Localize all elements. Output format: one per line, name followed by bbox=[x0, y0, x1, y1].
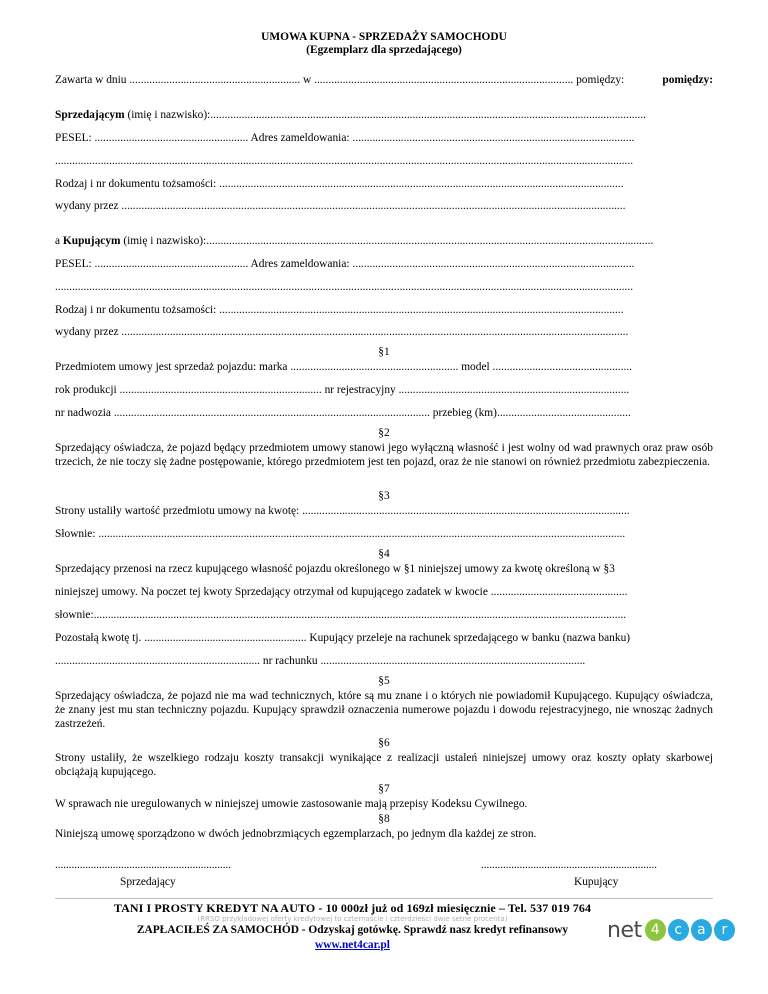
buyer-label: Kupującym bbox=[62, 235, 121, 247]
logo-letter-r: r bbox=[714, 919, 735, 941]
buyer-issued-line: wydany przez .................................................................................................................................................................................. bbox=[55, 326, 629, 338]
buyer-signature-line: ................................................................ bbox=[481, 859, 657, 871]
buyer-id-doc-line: Rodzaj i nr dokumentu tożsamości: .............................................................................................................................................. bbox=[55, 304, 624, 316]
seller-issued-line: wydany przez ................................................................................................................................................................................. bbox=[55, 200, 626, 212]
price-words-line: Słownie: ......................................................................................................................................................................................... bbox=[55, 528, 626, 540]
section-6-heading: §6 bbox=[378, 737, 390, 749]
section-2-heading: §2 bbox=[378, 427, 390, 439]
bank-account-line: ........................................................................ nr rachunku ............................................................................................. bbox=[55, 655, 586, 667]
buyer-name-line bbox=[55, 234, 713, 248]
deposit-line: niniejszej umowy. Na poczet tej kwoty Sprzedający otrzymał od kupującego zadatek w kwocie ................................................ bbox=[55, 586, 628, 598]
section-7-text: W sprawach nie uregulowanych w niniejszej umowie zastosowanie mają przepisy Kodeksu Cywilnego. bbox=[55, 798, 528, 810]
footer-refinance-text: ZAPŁACIŁEŚ ZA SAMOCHÓD - Odzyskaj gotówkę. Sprawdź nasz kredyt refinansowy bbox=[136, 924, 569, 936]
vehicle-make-model-line: Przedmiotem umowy jest sprzedaż pojazdu: marka ........................................................... model ................................................. bbox=[55, 361, 633, 373]
price-line: Strony ustaliły wartość przedmiotu umowy na kwotę: ................................................................................................................... bbox=[55, 505, 630, 517]
seller-signature-line: ................................................................ bbox=[55, 859, 231, 871]
buyer-pesel-line: PESEL: ...................................................... Adres zameldowania: ................................................................................................... bbox=[55, 258, 635, 270]
section-8-text: Niniejszą umowę sporządzono w dwóch jednobrzmiących egzemplarzach, po jednym dla każdej ze stron. bbox=[55, 828, 537, 840]
footer-divider bbox=[55, 898, 713, 899]
section-4-heading: §4 bbox=[378, 548, 390, 560]
net4car-logo[interactable] bbox=[607, 913, 737, 947]
section-7-heading: §7 bbox=[378, 783, 390, 795]
logo-letter-4: 4 bbox=[645, 919, 666, 941]
section-1-heading: §1 bbox=[378, 346, 390, 358]
buyer-prefix: a bbox=[55, 235, 63, 247]
section-6-text: Strony ustaliły, że wszelkiego rodzaju koszty transakcji wynikające z realizacji ustaleń niniejszej umowy oraz koszty opłaty skarbowej obciążają kupującego. bbox=[55, 752, 713, 778]
between-label: pomiędzy: bbox=[662, 74, 713, 86]
seller-address-dots: ........................................................................................................................................................................................................... bbox=[55, 155, 634, 167]
seller-id-doc-line: Rodzaj i nr dokumentu tożsamości: .............................................................................................................................................. bbox=[55, 178, 624, 190]
section-8-heading: §8 bbox=[378, 813, 390, 825]
document-subtitle: (Egzemplarz dla sprzedającego) bbox=[306, 44, 462, 56]
logo-letter-a: a bbox=[691, 919, 712, 941]
seller-label: Sprzedającym bbox=[55, 109, 125, 121]
date-place-line bbox=[55, 73, 713, 87]
section-5-text: Sprzedający oświadcza, że pojazd nie ma wad technicznych, które są mu znane i o których nie powiadomił Kupującego. Kupujący oświadcza, że znany jest mu stan techniczny pojazdu. Kupujący sprawdził oznaczenia numerowe pojazdu i dowodu rejestracyjnego, nie wnosząc żadnych zastrzeżeń. bbox=[55, 690, 713, 730]
section-2-text: Sprzedający oświadcza, że pojazd będący przedmiotem umowy stanowi jego wyłączną własność i jest wolny od wad prawnych oraz praw osób trzecich, że nie toczy się żadne postępowanie, którego przedmiotem jest ten pojazd, oraz że nie stanowi on również przedmiotu zabezpieczenia. bbox=[55, 442, 713, 468]
vehicle-vin-mileage-line: nr nadwozia ............................................................................................................... przebieg (km)............................................... bbox=[55, 407, 631, 419]
footer-website-link[interactable]: www.net4car.pl bbox=[315, 939, 390, 951]
section-3-heading: §3 bbox=[378, 490, 390, 502]
buyer-name-dots: (imię i nazwisko):............................................................................................................................................................. bbox=[120, 235, 654, 247]
section-4-line-1: Sprzedający przenosi na rzecz kupującego własność pojazdu określonego w §1 niniejszej umowy za kwotę określoną w §3 bbox=[55, 563, 615, 575]
footer-apr-note: (RRSO przykładowej oferty kredytowej to czternaście i czterdzieści dwie setne procenta) bbox=[197, 915, 508, 923]
buyer-address-dots: ........................................................................................................................................................................................................... bbox=[55, 281, 634, 293]
vehicle-year-registration-line: rok produkcji ....................................................................... nr rejestracyjny ................................................................................. bbox=[55, 384, 630, 396]
seller-pesel-line: PESEL: ...................................................... Adres zameldowania: ................................................................................................... bbox=[55, 132, 635, 144]
section-5-heading: §5 bbox=[378, 675, 390, 687]
seller-signature-label: Sprzedający bbox=[120, 876, 176, 888]
remaining-amount-line: Pozostałą kwotę tj. ......................................................... Kupujący przeleje na rachunek sprzedającego w banku (nazwa banku) bbox=[55, 632, 631, 644]
seller-name-dots: (imię i nazwisko):......................................................................................................................................................... bbox=[124, 109, 647, 121]
logo-net-text: net bbox=[607, 917, 642, 943]
seller-name-line bbox=[55, 108, 713, 122]
footer-ad-headline: TANI I PROSTY KREDYT NA AUTO - 10 000zł już od 169zł miesięcznie – Tel. 537 019 764 bbox=[113, 901, 592, 915]
document-title: UMOWA KUPNA - SPRZEDAŻY SAMOCHODU bbox=[261, 31, 507, 43]
date-place-text: Zawarta w dniu ............................................................ w ........................................................................................... pomiędzy: bbox=[55, 74, 625, 86]
logo-letter-c: c bbox=[668, 919, 689, 941]
buyer-signature-label: Kupujący bbox=[574, 876, 619, 888]
deposit-words-line: słownie:........................................................................................................................................................................................... bbox=[55, 609, 627, 621]
